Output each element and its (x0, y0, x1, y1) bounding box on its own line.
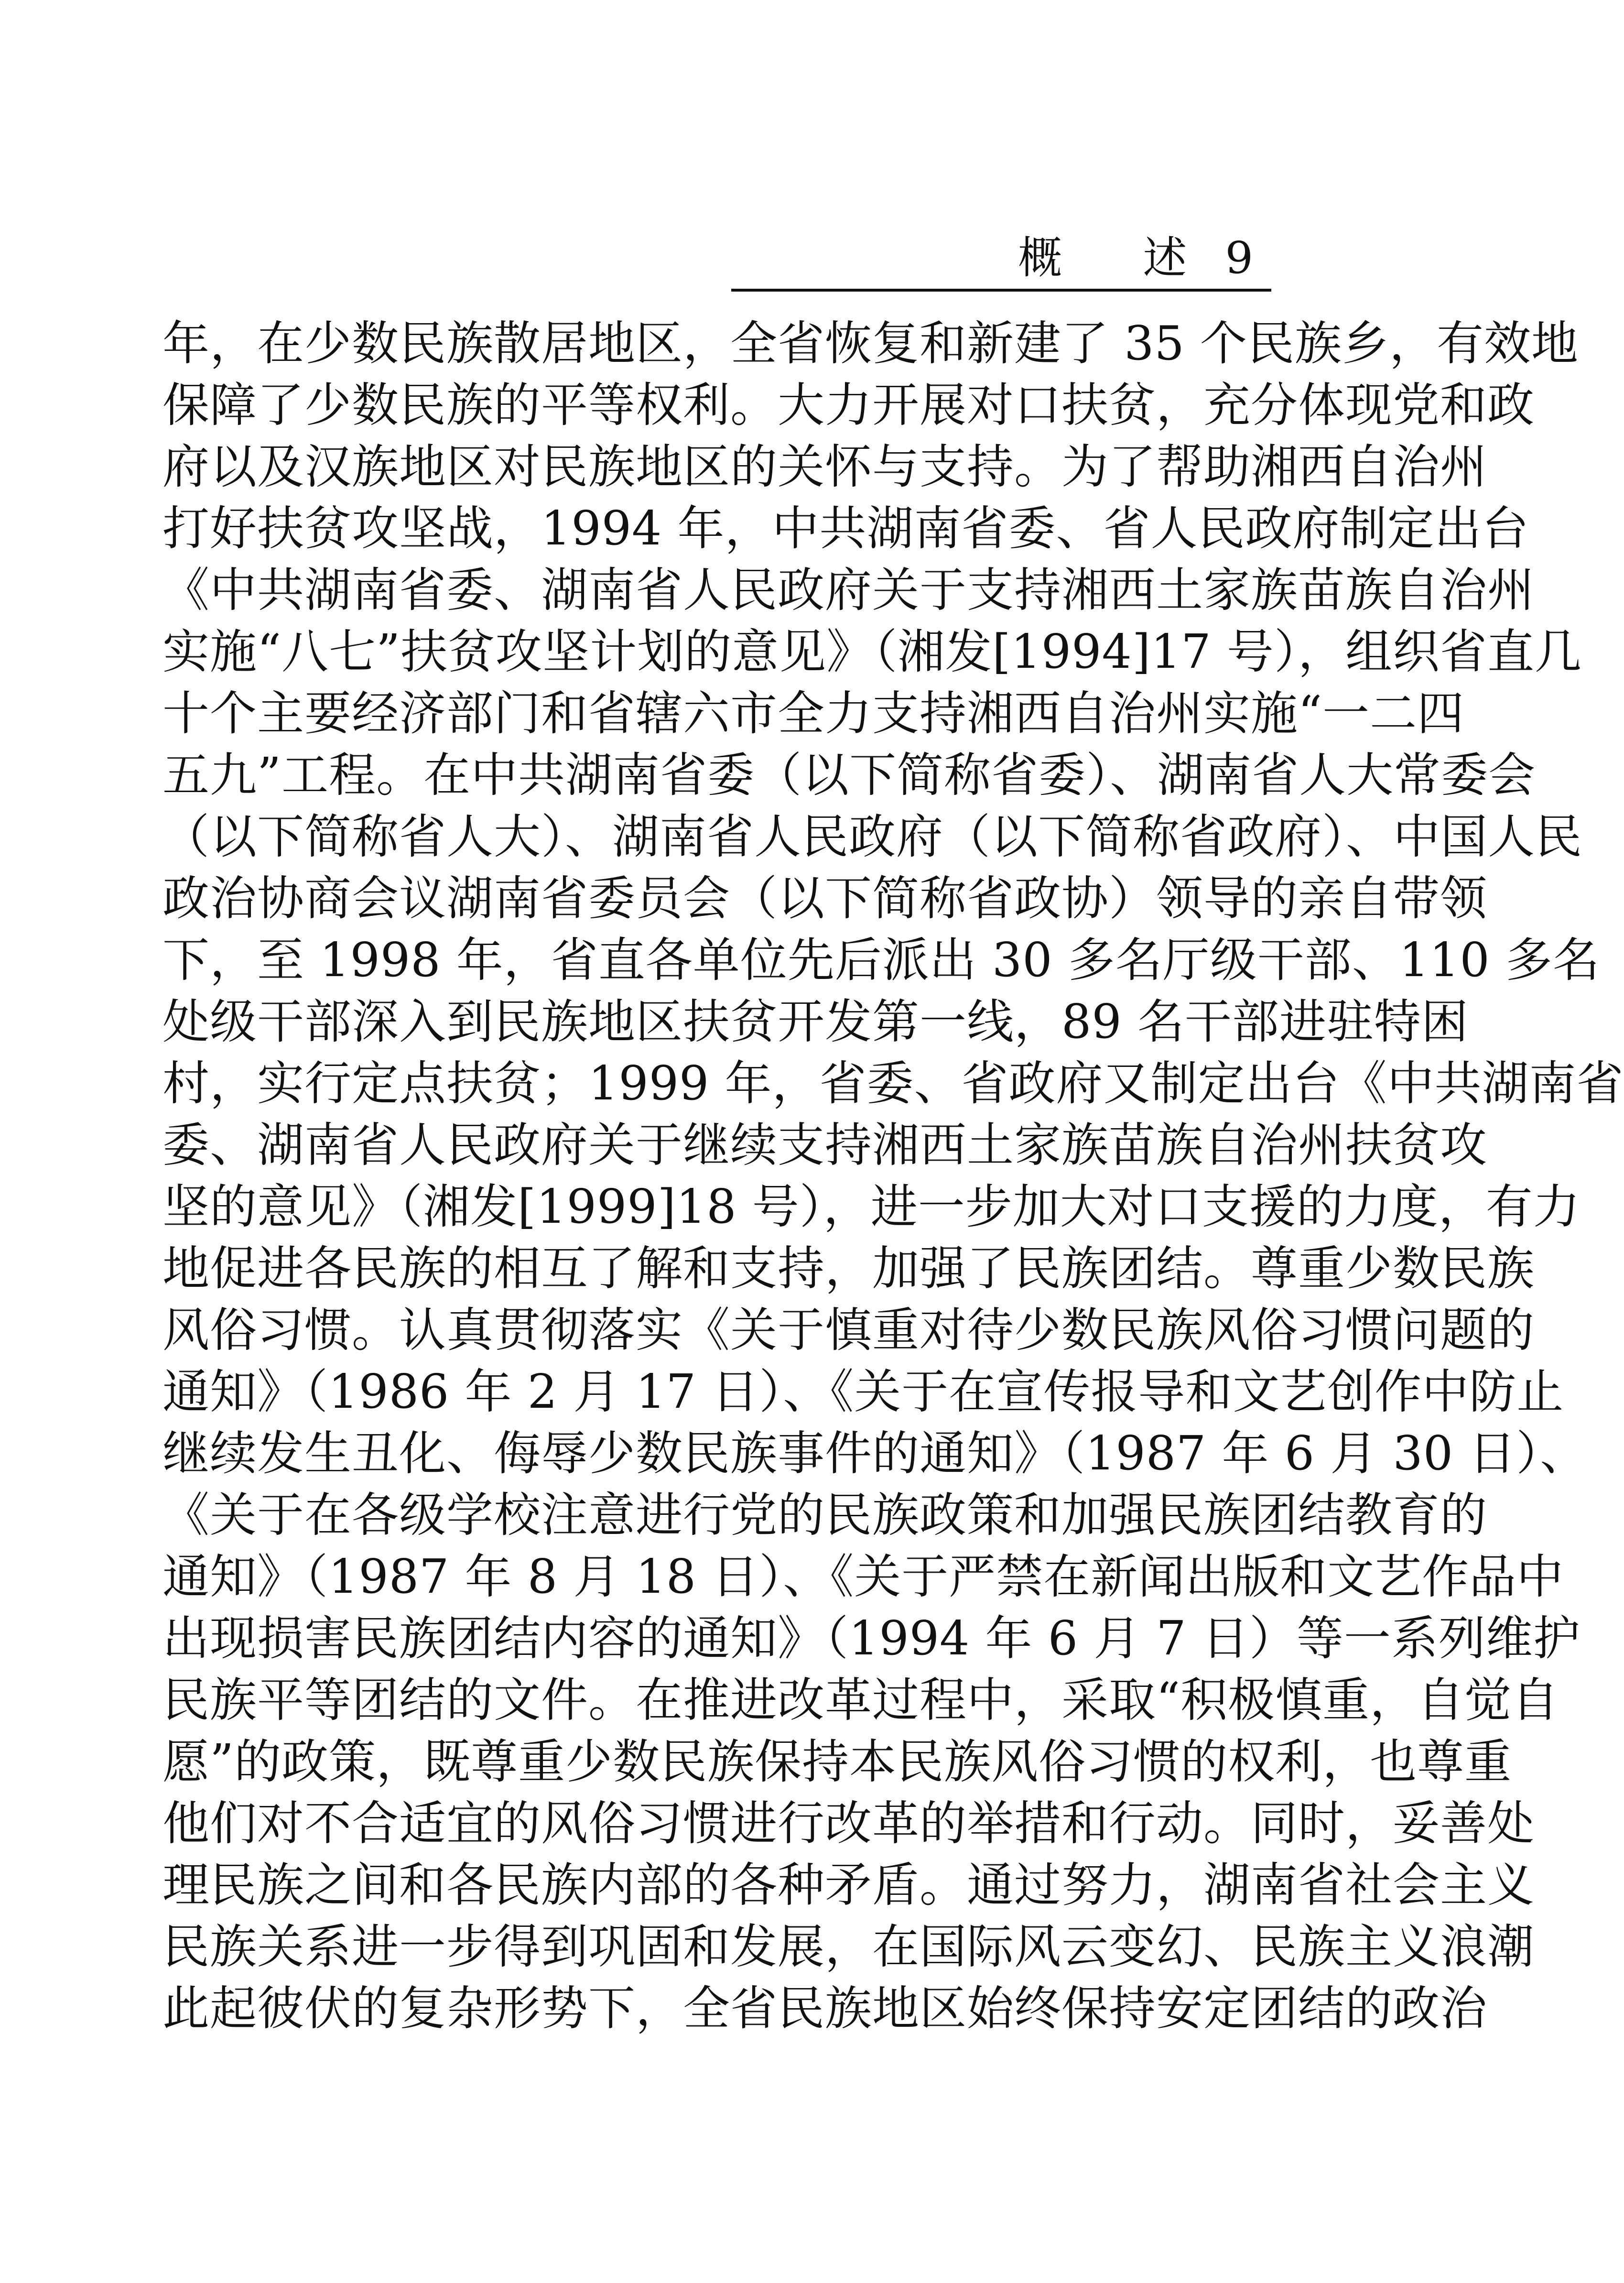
header-title: 概 述 (1018, 232, 1221, 283)
text-line: 府以及汉族地区对民族地区的关怀与支持。为了帮助湘西自治州 (162, 440, 1488, 494)
text-line: 打好扶贫攻坚战，1994 年，中共湖南省委、省人民政府制定出台 (162, 501, 1529, 556)
text-line: 愿”的政策，既尊重少数民族保持本民族风俗习惯的权利，也尊重 (162, 1735, 1512, 1789)
text-line: 年，在少数民族散居地区，全省恢复和新建了 35 个民族乡，有效地 (162, 316, 1579, 371)
text-line: 他们对不合适宜的风俗习惯进行改革的举措和行动。同时，妥善处 (162, 1796, 1535, 1851)
text-line: 政治协商会议湖南省委员会（以下简称省政协）领导的亲自带领 (162, 871, 1488, 926)
page-number: 9 (1225, 232, 1257, 283)
text-line: 此起彼伏的复杂形势下，全省民族地区始终保持安定团结的政治 (162, 1981, 1488, 2036)
text-line: 风俗习惯。认真贯彻落实《关于慎重对待少数民族风俗习惯问题的 (162, 1303, 1535, 1358)
running-header (731, 225, 1271, 292)
text-line: 通知》（1987 年 8 月 18 日）、《关于严禁在新闻出版和文艺作品中 (162, 1550, 1564, 1604)
text-line: 处级干部深入到民族地区扶贫开发第一线，89 名干部进驻特困 (162, 995, 1469, 1049)
text-line: 通知》（1986 年 2 月 17 日）、《关于在宣传报导和文艺创作中防止 (162, 1365, 1564, 1419)
text-line: 继续发生丑化、侮辱少数民族事件的通知》（1987 年 6 月 30 日）、 (162, 1426, 1588, 1481)
text-line: 十个主要经济部门和省辖六市全力支持湘西自治州实施“一二四 (162, 686, 1465, 741)
text-line: 村，实行定点扶贫；1999 年，省委、省政府又制定出台《中共湖南省 (162, 1056, 1624, 1111)
text-line: 民族平等团结的文件。在推进改革过程中，采取“积极慎重，自觉自 (162, 1673, 1559, 1728)
text-line: 委、湖南省人民政府关于继续支持湘西土家族苗族自治州扶贫攻 (162, 1118, 1488, 1173)
text-line: 坚的意见》（湘发[1999]18 号），进一步加大对口支援的力度，有力 (162, 1180, 1581, 1234)
text-line: 保障了少数民族的平等权利。大力开展对口扶贫，充分体现党和政 (162, 378, 1535, 433)
header-rule (731, 289, 1271, 292)
text-line: 《关于在各级学校注意进行党的民族政策和加强民族团结教育的 (162, 1488, 1488, 1543)
text-line: 《中共湖南省委、湖南省人民政府关于支持湘西土家族苗族自治州 (162, 563, 1535, 618)
text-line: 五九”工程。在中共湖南省委（以下简称省委）、湖南省人大常委会 (162, 748, 1536, 803)
text-line: 下，至 1998 年，省直各单位先后派出 30 多名厅级干部、110 多名 (162, 933, 1600, 988)
header-text (1018, 234, 1257, 282)
text-line: 民族关系进一步得到巩固和发展，在国际风云变幻、民族主义浪潮 (162, 1920, 1535, 1974)
text-line: 地促进各民族的相互了解和支持，加强了民族团结。尊重少数民族 (162, 1241, 1535, 1296)
text-line: （以下简称省人大）、湖南省人民政府（以下简称省政府）、中国人民 (162, 810, 1583, 864)
text-line: 实施“八七”扶贫攻坚计划的意见》（湘发[1994]17 号），组织省直几 (162, 625, 1582, 679)
body-text (162, 313, 1624, 2040)
text-line: 出现损害民族团结内容的通知》（1994 年 6 月 7 日）等一系列维护 (162, 1611, 1581, 1666)
text-line: 理民族之间和各民族内部的各种矛盾。通过努力，湖南省社会主义 (162, 1858, 1535, 1913)
